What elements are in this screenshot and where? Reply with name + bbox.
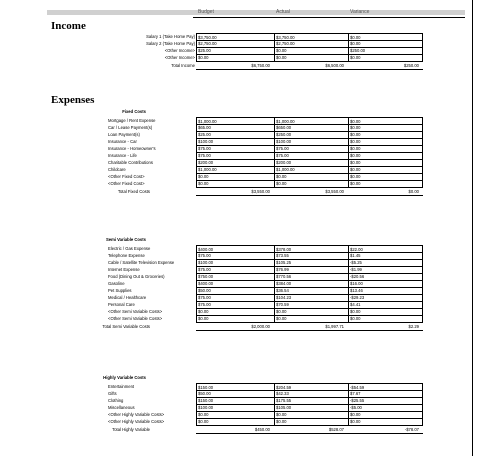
total-variance: $2.29: [408, 324, 419, 329]
row-label: Insurance - Homeowner's: [108, 146, 156, 151]
total-label: Total Fixed Costs: [117, 189, 150, 194]
page-edge-rule: [472, 0, 473, 456]
row-label: Personal Care: [108, 302, 135, 307]
cell-actual: $0.00: [274, 180, 348, 188]
cell-variance: -$20.56: [348, 273, 423, 281]
row-label: Pet Supplies: [108, 288, 132, 293]
cell-variance: -$25.55: [348, 397, 423, 405]
cell-budget: $1,000.00: [196, 117, 274, 125]
total-actual: $528.07: [328, 427, 344, 432]
cell-actual: $384.00: [274, 280, 348, 288]
total-label: Total Income: [171, 63, 195, 68]
cell-budget: $75.00: [196, 266, 274, 274]
cell-budget: $2,750.00: [196, 40, 274, 48]
cell-budget: $400.00: [196, 245, 274, 253]
cell-actual: $36.54: [274, 287, 348, 295]
cell-budget: $65.00: [196, 124, 274, 132]
cell-budget: $0.00: [196, 308, 274, 316]
cell-budget: $100.00: [196, 138, 274, 146]
cell-variance: -$29.23: [348, 294, 423, 302]
cell-variance: $0.00: [348, 166, 423, 174]
cell-budget: $400.00: [196, 280, 274, 288]
cell-variance: $13.46: [348, 287, 423, 295]
cell-budget: $75.00: [196, 145, 274, 153]
cell-actual: $1,000.00: [274, 166, 348, 174]
column-header-actual: Actual: [276, 9, 290, 15]
cell-actual: $204.59: [274, 383, 348, 391]
total-rule: [196, 433, 423, 434]
cell-variance: $0.00: [348, 145, 423, 153]
cell-budget: $0.00: [196, 315, 274, 323]
row-label: Loan Payment(s): [108, 132, 140, 137]
cell-actual: $0.00: [274, 54, 348, 62]
cell-actual: $200.00: [274, 159, 348, 167]
cell-variance: $0.00: [348, 152, 423, 160]
cell-variance: $4.41: [348, 301, 423, 309]
total-budget: $2,000.00: [251, 324, 270, 329]
cell-budget: $75.00: [196, 301, 274, 309]
column-header-variance: Variance: [350, 9, 370, 15]
cell-variance: $0.00: [348, 180, 423, 188]
cell-actual: $1,000.00: [274, 117, 348, 125]
cell-budget: $200.00: [196, 159, 274, 167]
total-label: Total Highly Variable: [112, 427, 150, 432]
cell-variance: $0.00: [348, 308, 423, 316]
row-label: Electric / Gas Expense: [108, 246, 151, 251]
cell-variance: $0.00: [348, 117, 423, 125]
row-label: <Other Income>: [164, 55, 195, 60]
cell-variance: $0.00: [348, 173, 423, 181]
row-label: <Other Income>: [164, 48, 195, 53]
row-label: Food (Dining Out & Groceries): [108, 274, 165, 279]
column-header-budget: Budget: [198, 9, 214, 15]
cell-variance: -$5.00: [348, 404, 423, 412]
cell-budget: $150.00: [196, 397, 274, 405]
cell-actual: $175.55: [274, 397, 348, 405]
total-actual: $1,997.71: [325, 324, 344, 329]
income-title: Income: [51, 20, 86, 32]
cell-budget: $150.00: [196, 383, 274, 391]
cell-actual: $378.00: [274, 245, 348, 253]
cell-variance: $0.00: [348, 411, 423, 419]
total-rule: [196, 69, 423, 70]
total-actual: $6,500.00: [325, 63, 344, 68]
cell-budget: $750.00: [196, 273, 274, 281]
row-label: Internet Expense: [108, 267, 140, 272]
row-label: Mortgage / Rent Expense: [108, 118, 156, 123]
cell-budget: $0.00: [196, 173, 274, 181]
total-budget: $3,550.00: [251, 189, 270, 194]
cell-budget: $50.00: [196, 390, 274, 398]
row-label: Entertainment: [108, 384, 135, 389]
cell-budget: $75.00: [196, 252, 274, 260]
cell-actual: $70.59: [274, 301, 348, 309]
row-label: <Other Fixed Cost>: [108, 174, 145, 179]
cell-actual: $100.00: [274, 138, 348, 146]
row-label: Telephone Expense: [108, 253, 145, 258]
row-label: Clothing: [108, 398, 124, 403]
cell-actual: $0.00: [274, 173, 348, 181]
cell-actual: $0.00: [274, 411, 348, 419]
row-label: Gasoline: [108, 281, 125, 286]
cell-actual: $250.00: [274, 131, 348, 139]
row-label: Charitable Contributions: [108, 160, 153, 165]
cell-actual: $0.00: [274, 47, 348, 55]
cell-variance: $0.00: [348, 138, 423, 146]
cell-variance: $0.00: [348, 418, 423, 426]
total-variance: $0.00: [408, 189, 419, 194]
cell-budget: $100.00: [196, 259, 274, 267]
cell-actual: $650.00: [274, 124, 348, 132]
row-label: Salary 2 (Take Home Pay): [146, 41, 195, 46]
row-label: <Other Fixed Cost>: [108, 181, 145, 186]
expenses-title: Expenses: [51, 94, 95, 106]
cell-variance: $22.00: [348, 245, 423, 253]
total-budget: $6,750.00: [251, 63, 270, 68]
cell-actual: $3,750.00: [274, 33, 348, 41]
cell-actual: $104.23: [274, 294, 348, 302]
cell-actual: $73.55: [274, 252, 348, 260]
cell-actual: $76.99: [274, 266, 348, 274]
cell-budget: $0.00: [196, 418, 274, 426]
cell-budget: $25.00: [196, 47, 274, 55]
row-label: <Other Semi Variable Costs>: [108, 316, 163, 321]
cell-actual: $75.00: [274, 152, 348, 160]
cell-actual: $0.00: [274, 308, 348, 316]
group-title: Highly Variable Costs: [103, 375, 146, 380]
cell-budget: $0.00: [196, 180, 274, 188]
cell-budget: $0.00: [196, 411, 274, 419]
cell-variance: $1.45: [348, 252, 423, 260]
row-label: Gifts: [108, 391, 117, 396]
cell-actual: $770.56: [274, 273, 348, 281]
cell-actual: $0.00: [274, 315, 348, 323]
total-variance: -$78.07: [404, 427, 419, 432]
row-label: Insurance - Car: [108, 139, 137, 144]
cell-variance: -$54.59: [348, 383, 423, 391]
cell-budget: $75.00: [196, 152, 274, 160]
header-band: [47, 10, 465, 15]
group-title: Fixed Costs: [122, 109, 146, 114]
header-rule: [193, 17, 465, 18]
row-label: Medical / Healthcare: [108, 295, 147, 300]
cell-variance: $0.00: [348, 315, 423, 323]
total-budget: $450.00: [254, 427, 270, 432]
row-label: Cable / Satellite Television Expense: [108, 260, 175, 265]
total-actual: $3,550.00: [325, 189, 344, 194]
row-label: Car / Lease Payment(s): [108, 125, 153, 130]
row-label: Miscellaneous: [108, 405, 135, 410]
cell-actual: $105.00: [274, 404, 348, 412]
total-label: Total Semi Variable Costs: [102, 324, 150, 329]
cell-actual: $105.25: [274, 259, 348, 267]
group-title: Semi Variable Costs: [105, 237, 146, 242]
cell-variance: $7.67: [348, 390, 423, 398]
cell-variance: $0.00: [348, 124, 423, 132]
row-label: <Other Highly Variable Costs>: [108, 412, 165, 417]
cell-variance: -$5.25: [348, 259, 423, 267]
cell-budget: $25.00: [196, 131, 274, 139]
cell-budget: $1,000.00: [196, 166, 274, 174]
cell-budget: $50.00: [196, 287, 274, 295]
total-rule: [196, 330, 423, 331]
total-variance: $250.00: [403, 63, 419, 68]
row-label: Insurance - Life: [108, 153, 137, 158]
cell-actual: $75.00: [274, 145, 348, 153]
cell-variance: $0.00: [348, 159, 423, 167]
cell-budget: $75.00: [196, 294, 274, 302]
cell-variance: $0.00: [348, 40, 423, 48]
cell-variance: $0.00: [348, 131, 423, 139]
cell-budget: $100.00: [196, 404, 274, 412]
cell-actual: $2,750.00: [274, 40, 348, 48]
row-label: <Other Highly Variable Costs>: [108, 419, 165, 424]
total-rule: [196, 195, 423, 196]
cell-variance: $0.00: [348, 33, 423, 41]
cell-budget: $3,750.00: [196, 33, 274, 41]
cell-actual: $42.33: [274, 390, 348, 398]
cell-budget: $0.00: [196, 54, 274, 62]
cell-variance: $0.00: [348, 54, 423, 62]
cell-variance: $250.00: [348, 47, 423, 55]
row-label: Childcare: [108, 167, 126, 172]
cell-actual: $0.00: [274, 418, 348, 426]
row-label: Salary 1 (Take Home Pay): [146, 34, 195, 39]
cell-variance: $16.00: [348, 280, 423, 288]
cell-variance: -$1.99: [348, 266, 423, 274]
row-label: <Other Semi Variable Costs>: [108, 309, 163, 314]
